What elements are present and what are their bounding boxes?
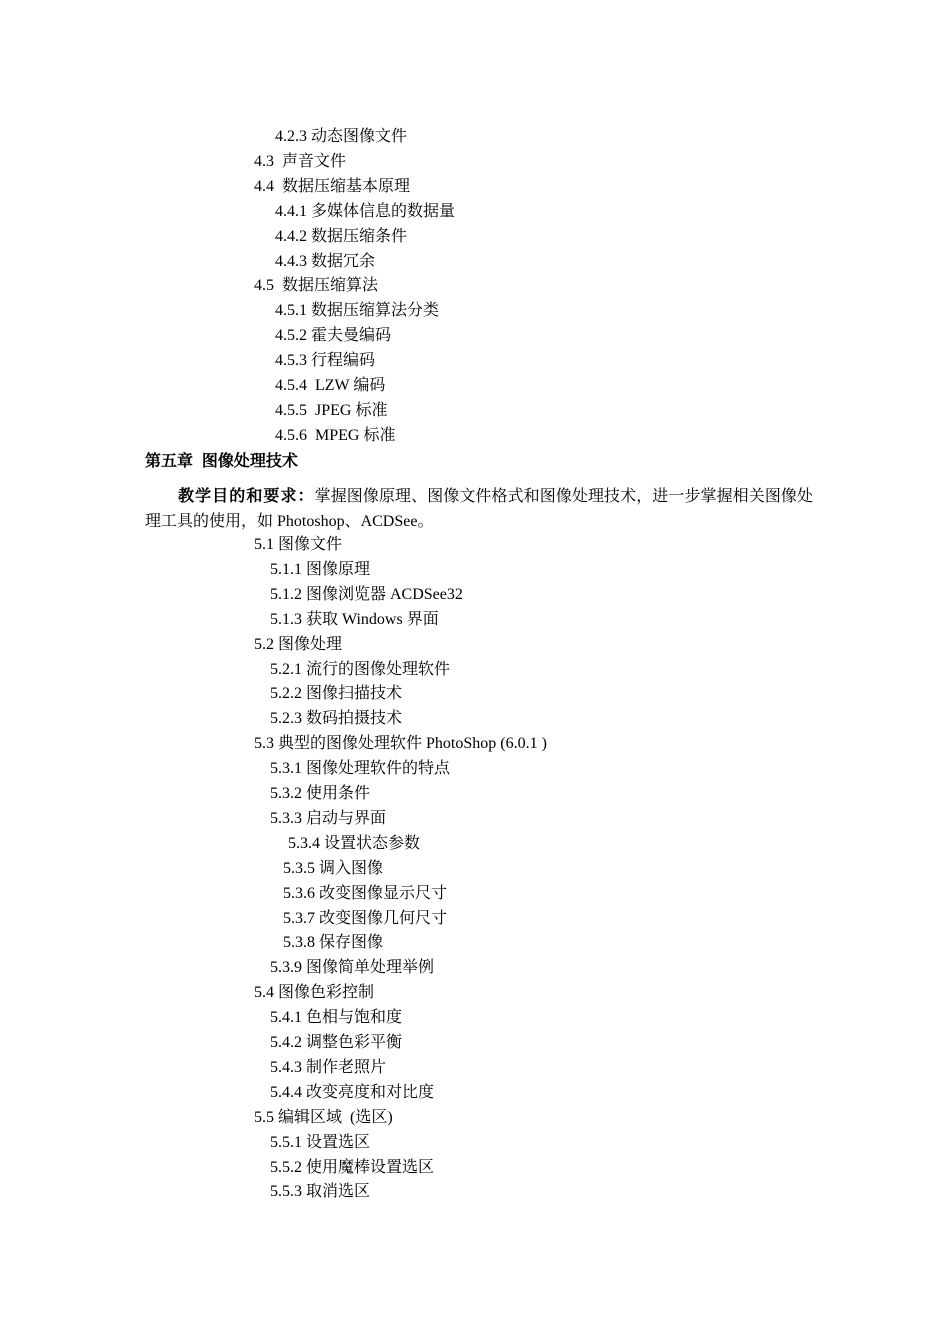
toc-entry: 4.2.3 动态图像文件 bbox=[275, 128, 408, 145]
toc-entry: 4.5.2 霍夫曼编码 bbox=[275, 327, 392, 345]
chapter-title: 第五章 图像处理技术 bbox=[145, 453, 298, 470]
toc-entry: 5.5.1 设置选区 bbox=[270, 1133, 371, 1151]
toc-entry: 5.2.1 流行的图像处理软件 bbox=[270, 660, 451, 678]
toc-entry: 5.1.2 图像浏览器 ACDSee32 bbox=[270, 585, 463, 603]
toc-entry: 5.3.8 保存图像 bbox=[283, 934, 384, 952]
toc-entry: 5.3.9 图像简单处理举例 bbox=[270, 959, 435, 977]
toc-entry: 4.5.4 LZW 编码 bbox=[275, 377, 386, 394]
toc-entry: 5.4.1 色相与饱和度 bbox=[270, 1009, 403, 1027]
toc-entry: 5.1 图像文件 bbox=[254, 536, 343, 553]
toc-entry: 4.5.1 数据压缩算法分类 bbox=[275, 302, 440, 320]
toc-entry: 5.3 典型的图像处理软件 PhotoShop (6.0.1 ) bbox=[254, 735, 547, 753]
toc-entry: 5.2 图像处理 bbox=[254, 635, 343, 653]
toc-entry: 4.4.3 数据冗余 bbox=[275, 252, 376, 270]
toc-entry: 5.1.3 获取 Windows 界面 bbox=[270, 610, 439, 628]
objective-label: 教学目的和要求： bbox=[178, 488, 315, 505]
toc-entry: 5.4 图像色彩控制 bbox=[254, 984, 375, 1002]
toc-entry: 4.5.5 JPEG 标准 bbox=[275, 401, 388, 419]
toc-entry: 4.4 数据压缩基本原理 bbox=[254, 177, 411, 195]
toc-entry: 5.5.3 取消选区 bbox=[270, 1183, 371, 1201]
toc-entry: 5.2.3 数码拍摄技术 bbox=[270, 710, 403, 728]
toc-entry: 4.5 数据压缩算法 bbox=[254, 277, 379, 295]
toc-entry: 5.3.6 改变图像显示尺寸 bbox=[283, 884, 448, 902]
toc-entry: 5.3.7 改变图像几何尺寸 bbox=[283, 909, 448, 927]
toc-entry: 5.5 编辑区域 (选区) bbox=[254, 1108, 393, 1126]
toc-entry: 5.3.1 图像处理软件的特点 bbox=[270, 760, 451, 778]
objective-paragraph bbox=[145, 484, 813, 534]
toc-entry: 5.1.1 图像原理 bbox=[270, 560, 371, 578]
toc-entry: 4.4.2 数据压缩条件 bbox=[275, 227, 408, 245]
toc-entry: 5.2.2 图像扫描技术 bbox=[270, 685, 403, 703]
toc-entry: 5.5.2 使用魔棒设置选区 bbox=[270, 1158, 435, 1176]
toc-entry: 4.4.1 多媒体信息的数据量 bbox=[275, 202, 456, 220]
toc-entry: 5.4.3 制作老照片 bbox=[270, 1058, 387, 1076]
toc-entry: 4.5.6 MPEG 标准 bbox=[275, 426, 396, 444]
toc-entry: 4.5.3 行程编码 bbox=[275, 352, 376, 370]
toc-entry: 5.3.3 启动与界面 bbox=[270, 809, 387, 827]
toc-entry: 5.4.2 调整色彩平衡 bbox=[270, 1034, 403, 1051]
objective-text: 掌握图像原理、图像文件格式和图像处理技术，进一步掌握相关图像处理工具的使用，如 Photoshop、ACDSee。 bbox=[145, 488, 813, 530]
toc-entry: 5.3.5 调入图像 bbox=[283, 859, 384, 877]
toc-entry: 4.3 声音文件 bbox=[254, 152, 347, 170]
toc-entry: 5.3.4 设置状态参数 bbox=[288, 834, 421, 852]
toc-entry: 5.4.4 改变亮度和对比度 bbox=[270, 1083, 435, 1101]
toc-entry: 5.3.2 使用条件 bbox=[270, 785, 371, 802]
